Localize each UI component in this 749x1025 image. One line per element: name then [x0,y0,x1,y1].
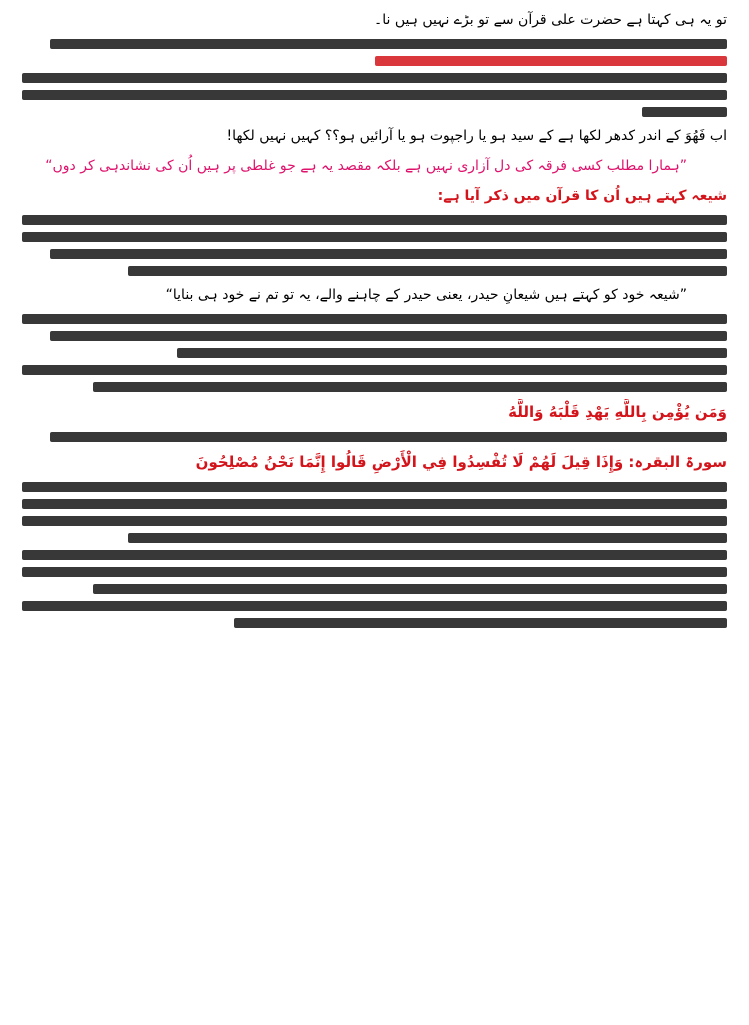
arabic-verse-1 [22,56,727,66]
untranscribed-text-line [642,107,727,117]
heading-shia [22,184,727,208]
paragraph-6 [22,365,727,392]
paragraph-7 [22,432,727,442]
untranscribed-text-line [234,618,728,628]
text-line: تو یہ ہی کہتا ہے حضرت علی قرآن سے تو بڑے نہیں ہیں نا۔ [374,12,727,28]
paragraph-4 [22,215,727,307]
paragraph-8 [22,482,727,543]
pink-note [22,154,727,178]
text-line: اب فَهُوَ کے اندر کدھر لکھا ہے کے سید ہو یا راجپوت ہو یا آرائیں ہو؟؟ کہیں نہیں لکھا! [226,128,727,144]
untranscribed-arabic-line [375,56,728,66]
untranscribed-text-line [22,482,727,492]
untranscribed-text-line [50,249,727,259]
untranscribed-text-line [50,331,727,341]
untranscribed-text-line [22,601,727,611]
arabic-line: سورۃ البقرہ: وَإِذَا قِيلَ لَهُمْ لَا تُفْسِدُوا فِي الْأَرْضِ قَالُوا إِنَّمَا نَحْنُ مُصْلِحُونَ [195,453,727,471]
untranscribed-text-line [22,365,727,375]
untranscribed-text-line [22,499,727,509]
paragraph-10 [22,601,727,628]
untranscribed-text-line [128,266,727,276]
untranscribed-text-line [50,432,727,442]
paragraph-9 [22,550,727,594]
note-line: ”ہمارا مطلب کسی فرقہ کی دل آزاری نہیں ہے بلکہ مقصد یہ ہے جو غلطی پر ہیں اُن کی نشاندہی کر دوں“ [45,158,687,174]
untranscribed-text-line [22,90,727,100]
paragraph-5 [22,314,727,358]
arabic-line: وَمَن يُؤْمِن بِاللَّهِ يَهْدِ قَلْبَهُ وَاللَّهُ [508,403,727,421]
untranscribed-text-line [50,39,727,49]
untranscribed-text-line [93,382,728,392]
untranscribed-text-line [22,73,727,83]
untranscribed-text-line [22,567,727,577]
section-heading: شیعہ کہتے ہیں اُن کا قرآن میں ذکر آیا ہے: [437,188,727,204]
paragraph-2 [22,73,727,117]
untranscribed-text-line [177,348,727,358]
untranscribed-text-line [22,232,727,242]
untranscribed-text-line [128,533,727,543]
untranscribed-text-line [22,550,727,560]
text-line: ”شیعہ خود کو کہتے ہیں شیعانِ حیدر، یعنی حیدر کے چاہنے والے، یہ تو تم نے خود ہی بنایا“ [165,287,687,303]
paragraph-3 [22,124,727,148]
arabic-verse-2 [22,399,727,425]
untranscribed-text-line [22,314,727,324]
surah-baqarah-line [22,449,727,475]
untranscribed-text-line [22,516,727,526]
untranscribed-text-line [93,584,728,594]
untranscribed-text-line [22,215,727,225]
paragraph-1 [22,8,727,49]
